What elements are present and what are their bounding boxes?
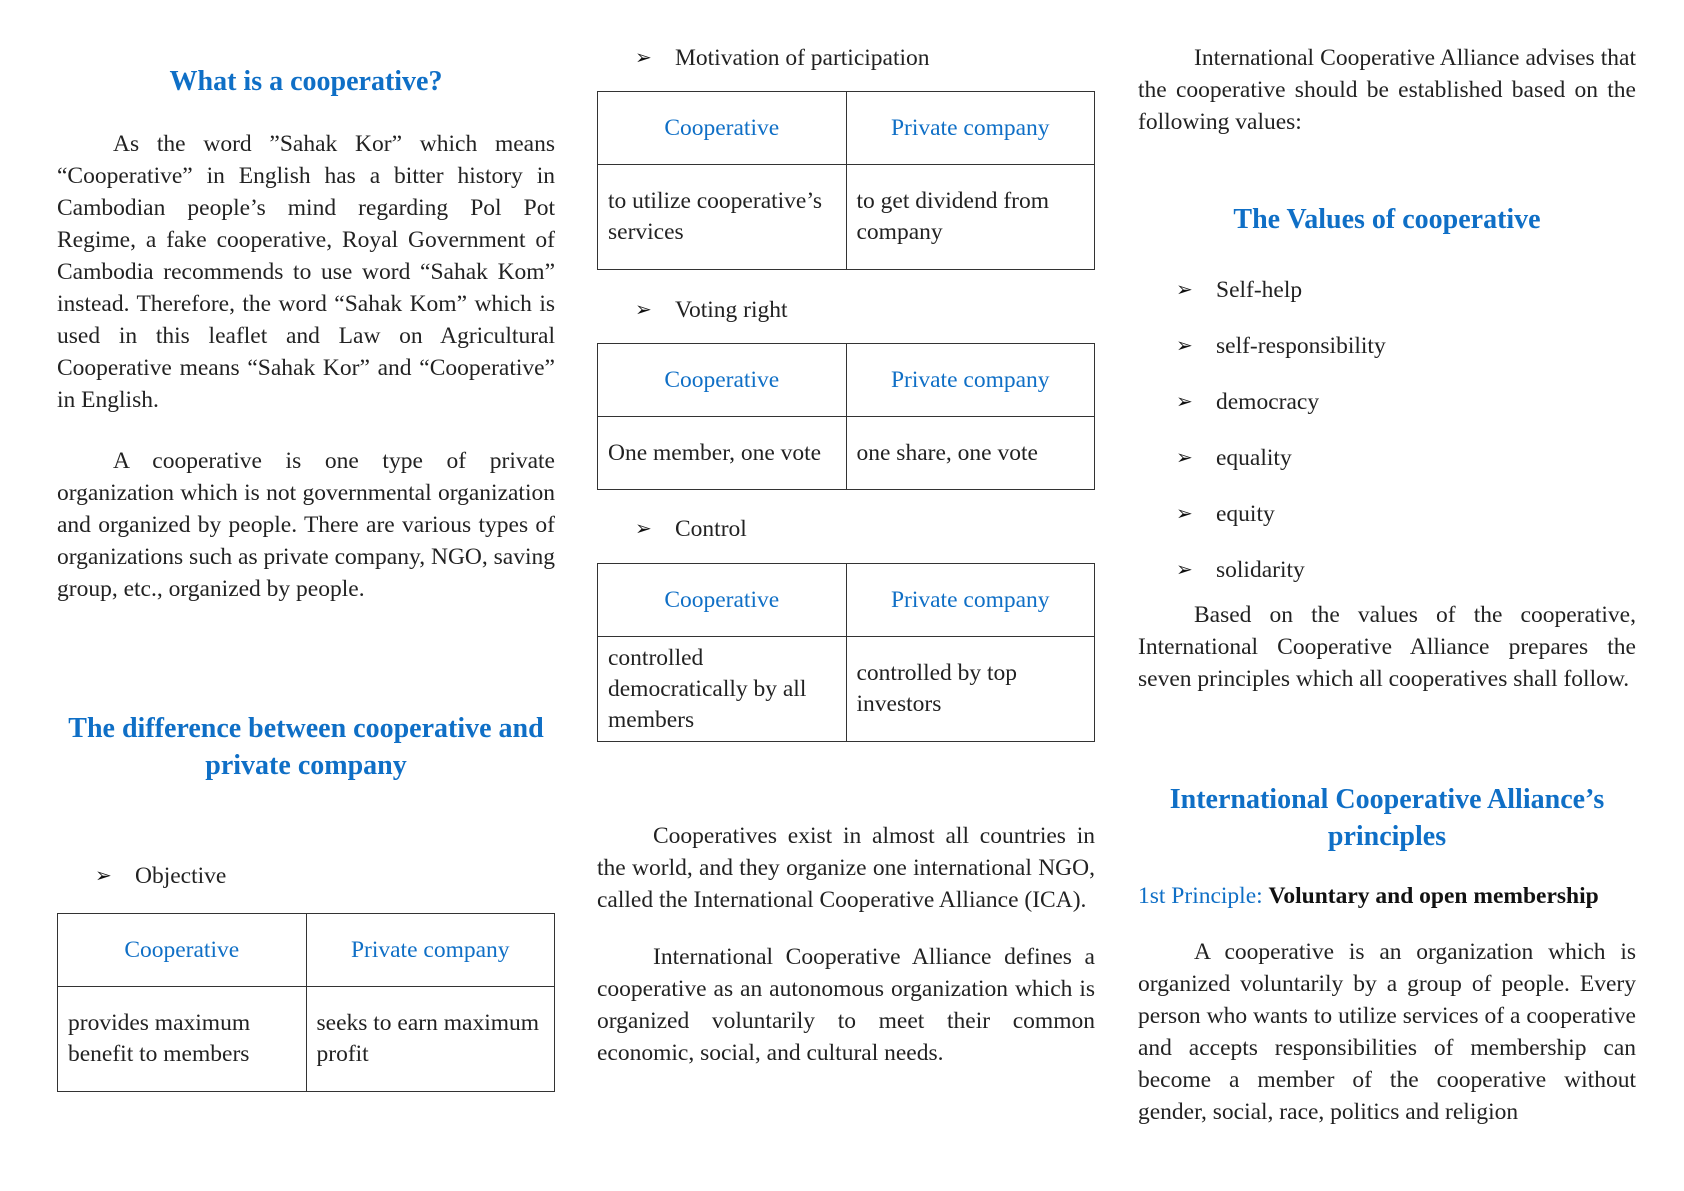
value-item: ➢ equity [1176,486,1636,542]
ica-defines-paragraph: International Cooperative Alliance defines a cooperative as an autonomous organization which is organized voluntarily to meet their common economic, social, and cultural needs. [597,944,1095,1066]
ica-exists-paragraph: Cooperatives exist in almost all countries in the world, and they organize one international NGO, called the International Cooperative Alliance (ICA). [597,823,1095,913]
difference-title [57,710,555,784]
motivation-bullet [635,42,1095,74]
motivation-cooperative-cell: to utilize cooperative’s services [598,165,847,270]
voting-label: Voting right [675,297,788,323]
header-private-company: Private company [846,92,1095,165]
principle-1-paragraph: A cooperative is an organization which is organized voluntarily by a group of people. Every person who wants to utilize services of a cooperative and accepts responsibilities of membership can become a member of the cooperative without gender, social, race, politics and religion [1138,939,1636,1125]
seven-principles-paragraph: Based on the values of the cooperative, International Cooperative Alliance prepares the seven principles which all cooperatives shall follow. [1138,602,1636,692]
voting-table [597,343,1095,490]
header-private-company: Private company [846,344,1095,417]
arrow-bullet-icon: ➢ [95,865,112,887]
principles-title-line2: principles [1327,821,1447,852]
arrow-bullet-icon: ➢ [1176,447,1193,469]
arrow-bullet-icon: ➢ [1176,559,1193,581]
arrow-bullet-icon: ➢ [635,518,652,540]
voting-cooperative-cell: One member, one vote [598,417,847,490]
header-private-company: Private company [846,564,1095,637]
control-table [597,563,1095,742]
arrow-bullet-icon: ➢ [1176,391,1193,413]
header-cooperative: Cooperative [58,914,307,987]
principle-1-number: 1st Principle: [1138,883,1263,909]
principles-title-line1: International Cooperative Alliance’s [1169,784,1605,815]
arrow-bullet-icon: ➢ [1176,503,1193,525]
arrow-bullet-icon: ➢ [635,299,652,321]
values-list [1176,262,1636,598]
control-bullet [635,513,1095,545]
motivation-table [597,91,1095,270]
control-label: Control [675,516,747,542]
ica-advises-paragraph: International Cooperative Alliance advises that the cooperative should be established based on the following values: [1138,45,1636,135]
value-item: ➢ democracy [1176,374,1636,430]
arrow-bullet-icon: ➢ [1176,335,1193,357]
arrow-bullet-icon: ➢ [1176,279,1193,301]
difference-title-line2: private company [205,750,407,781]
value-item: ➢ equality [1176,430,1636,486]
arrow-bullet-icon: ➢ [635,47,652,69]
voting-company-cell: one share, one vote [846,417,1095,490]
header-cooperative: Cooperative [598,344,847,417]
value-item: ➢ Self-help [1176,262,1636,318]
history-paragraph: As the word ”Sahak Kor” which means “Cooperative” in English has a bitter history in Cambodian people’s mind regarding Pol Pot Regime, a fake cooperative, Royal Government of Cambodia recommends to use word “Sahak Kom” instead. Therefore, the word “Sahak Kom” which is used in this leaflet and Law on Agricultural Cooperative means “Sahak Kor” and “Cooperative” in English. [57,131,555,413]
control-company-cell: controlled by top investors [846,637,1095,742]
principle-1-heading [1138,880,1636,912]
motivation-company-cell: to get dividend from company [846,165,1095,270]
control-cooperative-cell: controlled democratically by all members [598,637,847,742]
value-item: ➢ self-responsibility [1176,318,1636,374]
principle-1-name: Voluntary and open membership [1268,883,1599,909]
objective-cooperative-cell: provides maximum benefit to members [58,987,307,1092]
value-item: ➢ solidarity [1176,542,1636,598]
principles-title [1138,781,1636,855]
header-cooperative: Cooperative [598,92,847,165]
motivation-label: Motivation of participation [675,45,930,71]
voting-bullet [635,294,1095,326]
values-title: The Values of cooperative [1233,204,1541,235]
what-is-cooperative-title: What is a cooperative? [169,66,443,97]
objective-label: Objective [135,863,227,889]
objective-table [57,913,555,1092]
objective-company-cell: seeks to earn maximum profit [306,987,555,1092]
header-private-company: Private company [306,914,555,987]
header-cooperative: Cooperative [598,564,847,637]
difference-title-line1: The difference between cooperative and [68,713,544,744]
definition-paragraph: A cooperative is one type of private organization which is not governmental organization and organized by people. There are various types of organizations such as private company, NGO, saving group, etc., organized by people. [57,448,555,602]
objective-bullet [95,860,555,892]
